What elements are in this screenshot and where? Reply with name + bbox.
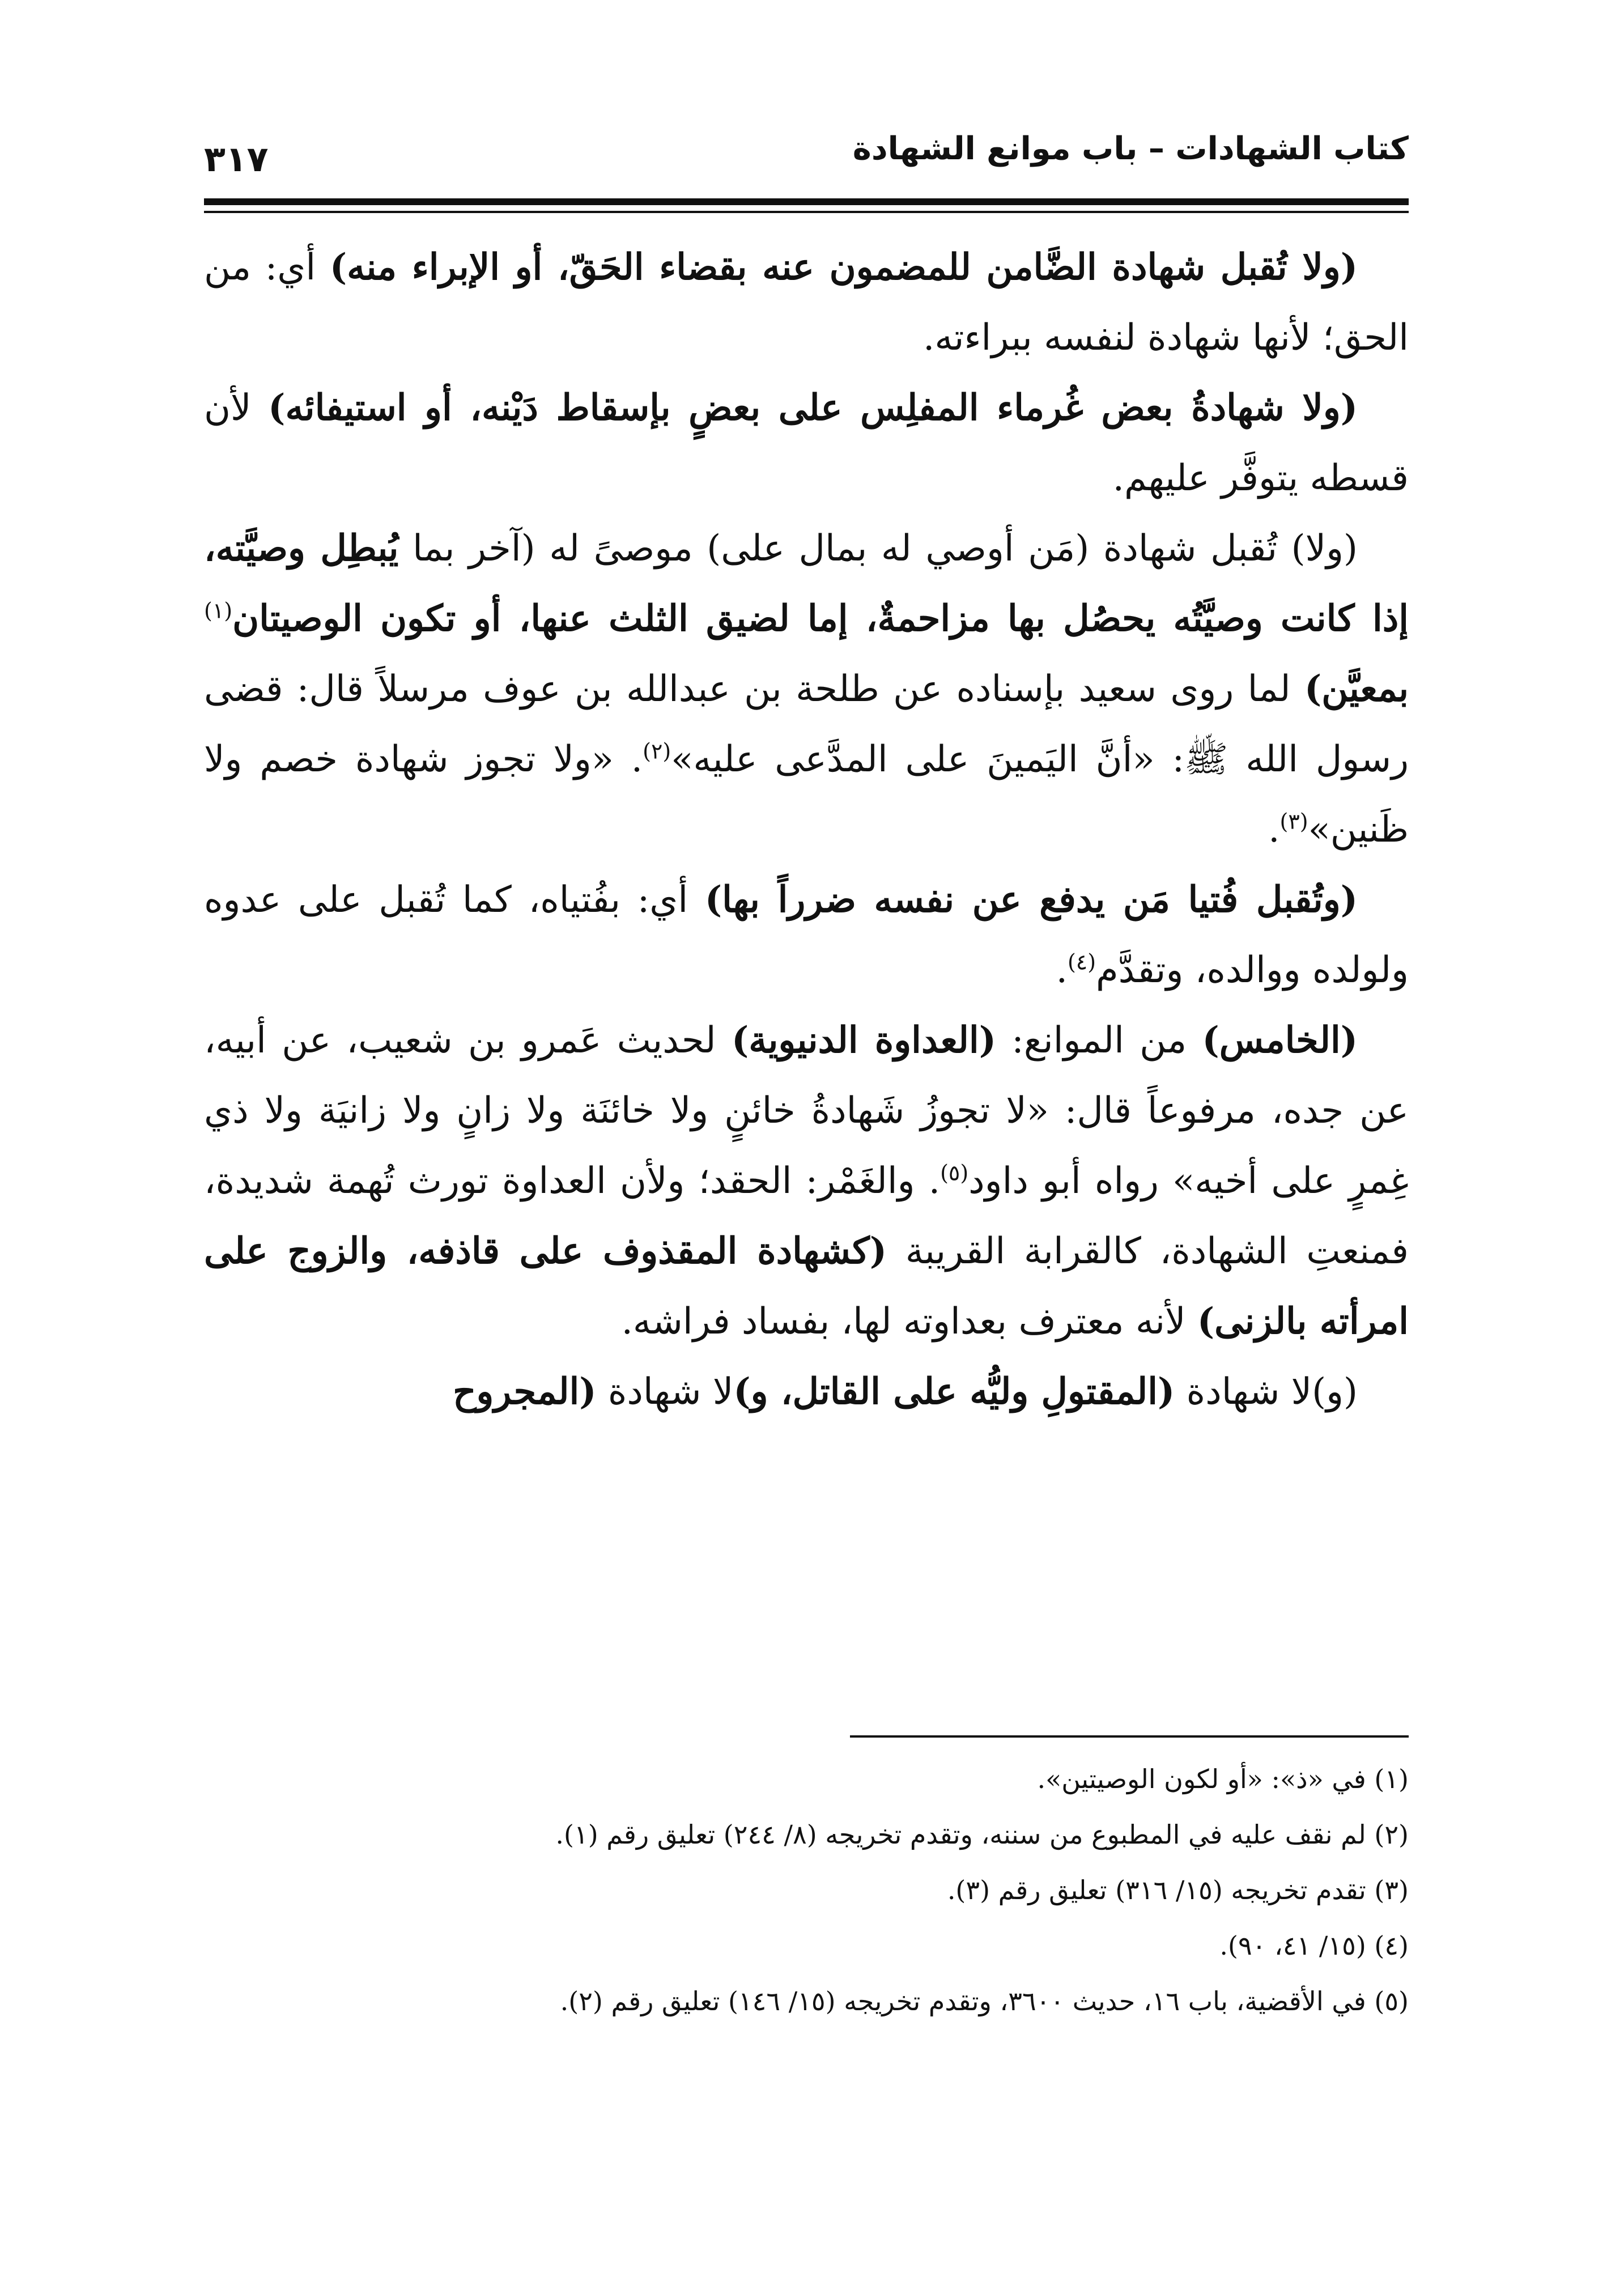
bold-text: (وتُقبل فُتيا مَن يدفع عن نفسه ضرراً بها) — [704, 878, 1358, 921]
footnote-marker: (٥) — [940, 1160, 969, 1186]
footnote-item: (٣) تقدم تخريجه (١٥/ ٣١٦) تعليق رقم (٣). — [947, 1875, 1409, 1905]
paragraph — [204, 373, 1409, 513]
text-run: أي: بفُتياه، كما تُقبل على عدوه ولولده ووالده، وتقدَّم — [204, 879, 1409, 991]
text-run: من الموانع: — [996, 1020, 1202, 1061]
footnote-marker: (٤) — [1067, 949, 1096, 975]
text-run: لما روى سعيد بإسناده عن طلحة بن عبدالله بن عوف مرسلاً قال: قضى رسول الله ﷺ: «أنَّ اليَمينَ على المدَّعى عليه» — [204, 668, 1409, 780]
bold-text: (العداوة الدنيوية) — [732, 1019, 996, 1061]
paragraph — [204, 513, 1409, 865]
footnote-item: (١) في «ذ»: «أو لكون الوصيتين». — [1037, 1764, 1409, 1794]
footnote-item: (٥) في الأقضية، باب ١٦، حديث ٣٦٠٠، وتقدم تخريجه (١٥/ ١٤٦) تعليق رقم (٢). — [560, 1986, 1409, 2016]
text-run: . «ولا تجوز شهادة خصم ولا ظَنين» — [204, 738, 1409, 851]
page-header — [204, 125, 1409, 187]
page-number: ٣١٧ — [204, 138, 269, 180]
text-run: . — [1056, 949, 1068, 991]
footnotes — [204, 1751, 1409, 2029]
text-run: (و)لا شهادة — [1175, 1371, 1358, 1413]
text-run: (ولا) تُقبل شهادة (مَن أوصي له بمال على) موصىً له (آخر بما — [398, 528, 1358, 570]
bold-text: بمعيَّن) — [1304, 668, 1409, 710]
paragraph — [204, 865, 1409, 1005]
paragraph — [204, 232, 1409, 373]
footnote-item: (٤) (١٥/ ٤١، ٩٠). — [1219, 1930, 1409, 1961]
bold-text: (المقتولِ وليُّه على القاتل، و) — [733, 1370, 1175, 1413]
text-run: لا شهادة — [596, 1371, 734, 1413]
bold-text: (ولا شهادةُ بعض غُرماء المفلِس على بعضٍ بإسقاط دَيْنه، أو استيفائه) — [268, 387, 1358, 429]
paragraph — [204, 1005, 1409, 1357]
text-run: لأنه معترف بعداوته لها، بفساد فراشه. — [621, 1301, 1197, 1343]
footnote-marker: (٣) — [1279, 809, 1308, 834]
bold-text: (ولا تُقبل شهادة الضَّامن للمضمون عنه بقضاء الحَقّ، أو الإبراء منه) — [329, 246, 1358, 288]
running-title: كتاب الشهادات – باب موانع الشهادة — [852, 130, 1409, 167]
bold-text: يُبطِل وصيَّته، إذا كانت وصيَّتُه يحصُل بها مزاحمةٌ، إما لضيق الثلث عنها، أو تكون الوصيتان — [204, 527, 1409, 640]
footnote-item: (٢) لم نقف عليه في المطبوع من سننه، وتقدم تخريجه (٨/ ٢٤٤) تعليق رقم (١). — [555, 1819, 1409, 1850]
text-run: لأن قسطه يتوفَّر عليهم. — [204, 387, 1409, 499]
bold-text: (الخامس) — [1202, 1019, 1358, 1061]
text-run: . والغَمْر: الحقد؛ ولأن العداوة تورث تُهمة شديدة، فمنعتِ الشهادة، كالقرابة القريبة — [204, 1160, 1409, 1272]
bold-text: (كشهادة المقذوف على قاذفه، والزوج على امرأته بالزنى) — [204, 1230, 1409, 1343]
header-rule-thick — [204, 198, 1409, 205]
text-run: لحديث عَمرو بن شعيب، عن أبيه، عن جده، مرفوعاً قال: «لا تجوزُ شَهادةُ خائنٍ ولا خائنَة ولا زانٍ ولا زانيَة ولا ذي غِمرٍ على أخيه» رواه أبو داود — [204, 1020, 1409, 1202]
text-run: . — [1268, 809, 1280, 851]
paragraph — [204, 1357, 1409, 1427]
bold-text: (المجروح — [453, 1370, 597, 1413]
footnote-marker: (١) — [204, 598, 233, 623]
text-run: أي: من الحق؛ لأنها شهادة لنفسه ببراءته. — [204, 247, 1409, 359]
footnote-separator — [850, 1735, 1409, 1738]
main-text — [204, 232, 1409, 1427]
header-rule-thin — [204, 211, 1409, 213]
footnote-marker: (٢) — [643, 738, 671, 764]
